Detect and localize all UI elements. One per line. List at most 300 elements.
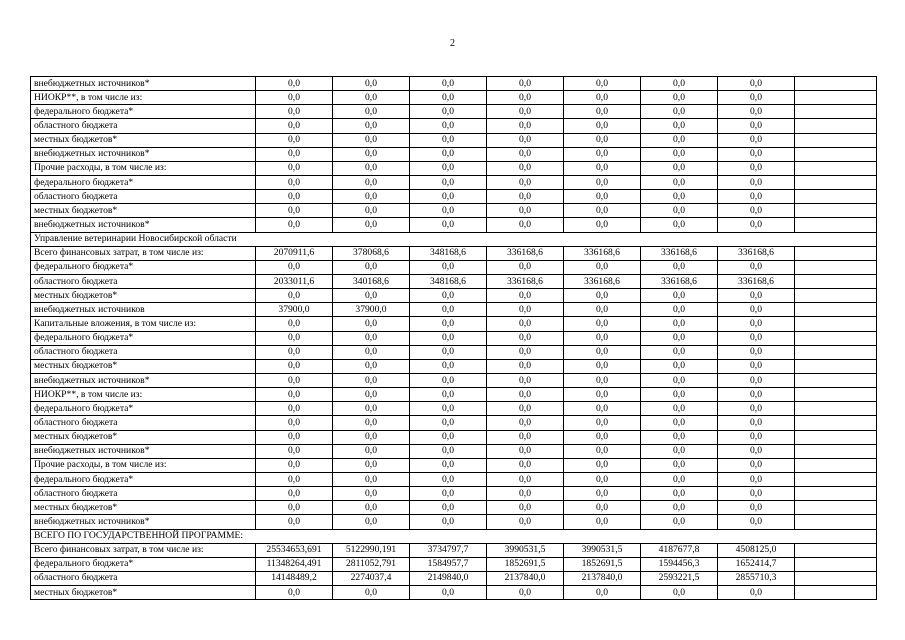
value-cell: 0,0 <box>641 458 718 472</box>
value-cell: 3734797,7 <box>410 543 487 557</box>
value-cell: 0,0 <box>718 345 795 359</box>
value-cell: 0,0 <box>256 218 333 232</box>
value-cell: 0,0 <box>256 345 333 359</box>
value-cell: 0,0 <box>256 317 333 331</box>
value-cell: 0,0 <box>564 359 641 373</box>
value-cell: 0,0 <box>641 175 718 189</box>
value-cell: 0,0 <box>256 402 333 416</box>
table-row <box>31 472 877 486</box>
value-cell: 0,0 <box>256 77 333 91</box>
row-label: Капитальные вложения, в том числе из: <box>31 317 256 331</box>
section-heading: ВСЕГО ПО ГОСУДАРСТВЕННОЙ ПРОГРАММЕ: <box>31 529 877 543</box>
table-row <box>31 345 877 359</box>
value-cell: 0,0 <box>256 331 333 345</box>
value-cell: 3990531,5 <box>564 543 641 557</box>
note-cell <box>795 543 877 557</box>
value-cell: 0,0 <box>333 388 410 402</box>
row-label: внебюджетных источников* <box>31 77 256 91</box>
value-cell: 0,0 <box>564 472 641 486</box>
value-cell: 2149840,0 <box>410 571 487 585</box>
value-cell: 0,0 <box>410 218 487 232</box>
value-cell: 0,0 <box>487 317 564 331</box>
value-cell: 336168,6 <box>718 246 795 260</box>
value-cell: 0,0 <box>487 133 564 147</box>
note-cell <box>795 175 877 189</box>
table-row <box>31 373 877 387</box>
table-row <box>31 161 877 175</box>
table-row <box>31 133 877 147</box>
table-row <box>31 444 877 458</box>
value-cell: 0,0 <box>564 204 641 218</box>
row-label: местных бюджетов* <box>31 586 256 600</box>
value-cell: 0,0 <box>487 175 564 189</box>
value-cell: 0,0 <box>256 175 333 189</box>
value-cell: 0,0 <box>564 190 641 204</box>
note-cell <box>795 373 877 387</box>
value-cell: 0,0 <box>256 458 333 472</box>
row-label: федерального бюджета* <box>31 175 256 189</box>
value-cell: 0,0 <box>410 373 487 387</box>
row-label: внебюджетных источников* <box>31 373 256 387</box>
value-cell: 0,0 <box>718 586 795 600</box>
value-cell: 0,0 <box>410 119 487 133</box>
row-label: местных бюджетов* <box>31 501 256 515</box>
row-label: Всего финансовых затрат, в том числе из: <box>31 246 256 260</box>
table-row <box>31 402 877 416</box>
value-cell: 0,0 <box>256 133 333 147</box>
row-label: внебюджетных источников <box>31 303 256 317</box>
value-cell: 0,0 <box>333 331 410 345</box>
value-cell: 0,0 <box>718 444 795 458</box>
value-cell: 0,0 <box>410 317 487 331</box>
value-cell: 0,0 <box>333 119 410 133</box>
value-cell: 0,0 <box>333 317 410 331</box>
value-cell: 2137840,0 <box>487 571 564 585</box>
value-cell: 0,0 <box>256 204 333 218</box>
value-cell: 0,0 <box>641 430 718 444</box>
value-cell: 0,0 <box>256 190 333 204</box>
row-label: федерального бюджета* <box>31 402 256 416</box>
value-cell: 2137840,0 <box>564 571 641 585</box>
value-cell: 0,0 <box>641 487 718 501</box>
value-cell: 0,0 <box>718 119 795 133</box>
value-cell: 0,0 <box>718 416 795 430</box>
value-cell: 0,0 <box>718 515 795 529</box>
value-cell: 0,0 <box>641 416 718 430</box>
value-cell: 0,0 <box>256 147 333 161</box>
value-cell: 0,0 <box>718 91 795 105</box>
value-cell: 2033011,6 <box>256 274 333 288</box>
value-cell: 0,0 <box>564 331 641 345</box>
value-cell: 4508125,0 <box>718 543 795 557</box>
value-cell: 0,0 <box>641 501 718 515</box>
note-cell <box>795 586 877 600</box>
value-cell: 0,0 <box>487 373 564 387</box>
note-cell <box>795 317 877 331</box>
row-label: областного бюджета <box>31 571 256 585</box>
value-cell: 0,0 <box>410 402 487 416</box>
value-cell: 0,0 <box>641 303 718 317</box>
table-row <box>31 190 877 204</box>
value-cell: 0,0 <box>256 586 333 600</box>
value-cell: 0,0 <box>333 515 410 529</box>
value-cell: 0,0 <box>487 289 564 303</box>
note-cell <box>795 147 877 161</box>
value-cell: 0,0 <box>410 161 487 175</box>
value-cell: 0,0 <box>333 260 410 274</box>
value-cell: 0,0 <box>333 175 410 189</box>
value-cell: 0,0 <box>487 444 564 458</box>
table-row <box>31 458 877 472</box>
note-cell <box>795 416 877 430</box>
value-cell: 0,0 <box>333 430 410 444</box>
value-cell: 0,0 <box>487 345 564 359</box>
page-number: 2 <box>450 38 455 49</box>
value-cell: 0,0 <box>718 105 795 119</box>
value-cell: 0,0 <box>410 345 487 359</box>
value-cell: 0,0 <box>487 430 564 444</box>
value-cell: 0,0 <box>641 345 718 359</box>
value-cell: 0,0 <box>641 388 718 402</box>
table-row <box>31 77 877 91</box>
value-cell: 0,0 <box>410 204 487 218</box>
value-cell: 0,0 <box>410 416 487 430</box>
table-row <box>31 260 877 274</box>
value-cell: 0,0 <box>718 317 795 331</box>
value-cell: 0,0 <box>718 190 795 204</box>
value-cell: 0,0 <box>487 416 564 430</box>
value-cell: 0,0 <box>718 487 795 501</box>
value-cell: 0,0 <box>256 105 333 119</box>
note-cell <box>795 458 877 472</box>
value-cell: 0,0 <box>641 218 718 232</box>
value-cell: 348168,6 <box>410 274 487 288</box>
value-cell: 0,0 <box>718 472 795 486</box>
value-cell: 0,0 <box>487 190 564 204</box>
value-cell: 0,0 <box>718 359 795 373</box>
value-cell: 0,0 <box>410 388 487 402</box>
row-label: областного бюджета <box>31 487 256 501</box>
value-cell: 0,0 <box>641 119 718 133</box>
value-cell: 0,0 <box>256 515 333 529</box>
value-cell: 0,0 <box>718 147 795 161</box>
table-row <box>31 246 877 260</box>
table-row <box>31 204 877 218</box>
value-cell: 0,0 <box>410 175 487 189</box>
value-cell: 0,0 <box>256 430 333 444</box>
value-cell: 0,0 <box>564 388 641 402</box>
value-cell: 0,0 <box>564 444 641 458</box>
value-cell: 0,0 <box>256 501 333 515</box>
value-cell: 0,0 <box>487 218 564 232</box>
value-cell: 0,0 <box>256 373 333 387</box>
value-cell: 0,0 <box>564 175 641 189</box>
value-cell: 0,0 <box>410 359 487 373</box>
value-cell: 0,0 <box>333 359 410 373</box>
table-row <box>31 515 877 529</box>
value-cell: 0,0 <box>641 147 718 161</box>
value-cell: 0,0 <box>564 430 641 444</box>
value-cell: 0,0 <box>641 289 718 303</box>
value-cell: 0,0 <box>641 260 718 274</box>
value-cell: 11348264,491 <box>256 557 333 571</box>
value-cell: 0,0 <box>487 91 564 105</box>
note-cell <box>795 430 877 444</box>
row-label: Всего финансовых затрат, в том числе из: <box>31 543 256 557</box>
value-cell: 1584957,7 <box>410 557 487 571</box>
value-cell: 37900,0 <box>256 303 333 317</box>
value-cell: 0,0 <box>333 105 410 119</box>
value-cell: 0,0 <box>641 317 718 331</box>
note-cell <box>795 105 877 119</box>
value-cell: 0,0 <box>564 515 641 529</box>
value-cell: 336168,6 <box>641 246 718 260</box>
value-cell: 4187677,8 <box>641 543 718 557</box>
table-row <box>31 543 877 557</box>
value-cell: 0,0 <box>410 586 487 600</box>
value-cell: 0,0 <box>641 402 718 416</box>
row-label: местных бюджетов* <box>31 430 256 444</box>
value-cell: 0,0 <box>333 77 410 91</box>
value-cell: 0,0 <box>564 147 641 161</box>
value-cell: 1594456,3 <box>641 557 718 571</box>
value-cell: 0,0 <box>641 373 718 387</box>
value-cell: 0,0 <box>487 359 564 373</box>
table-row <box>31 119 877 133</box>
value-cell: 0,0 <box>718 458 795 472</box>
note-cell <box>795 515 877 529</box>
value-cell: 0,0 <box>564 303 641 317</box>
value-cell: 336168,6 <box>641 274 718 288</box>
row-label: НИОКР**, в том числе из: <box>31 91 256 105</box>
row-label: внебюджетных источников* <box>31 444 256 458</box>
value-cell: 0,0 <box>487 204 564 218</box>
value-cell: 0,0 <box>718 175 795 189</box>
note-cell <box>795 274 877 288</box>
value-cell: 0,0 <box>487 458 564 472</box>
value-cell: 0,0 <box>564 501 641 515</box>
note-cell <box>795 501 877 515</box>
value-cell: 0,0 <box>333 373 410 387</box>
section-row <box>31 529 877 543</box>
table-row <box>31 289 877 303</box>
row-label: областного бюджета <box>31 345 256 359</box>
value-cell: 0,0 <box>333 472 410 486</box>
table-row <box>31 388 877 402</box>
note-cell <box>795 402 877 416</box>
value-cell: 0,0 <box>256 444 333 458</box>
value-cell: 25534653,691 <box>256 543 333 557</box>
value-cell: 0,0 <box>410 77 487 91</box>
value-cell: 3990531,5 <box>487 543 564 557</box>
value-cell: 1652414,7 <box>718 557 795 571</box>
row-label: федерального бюджета* <box>31 557 256 571</box>
budget-table-body <box>31 77 877 600</box>
value-cell: 0,0 <box>718 77 795 91</box>
value-cell: 0,0 <box>333 161 410 175</box>
value-cell: 0,0 <box>718 501 795 515</box>
value-cell: 0,0 <box>333 444 410 458</box>
value-cell: 0,0 <box>333 501 410 515</box>
value-cell: 0,0 <box>718 388 795 402</box>
value-cell: 0,0 <box>410 147 487 161</box>
value-cell: 0,0 <box>718 133 795 147</box>
value-cell: 0,0 <box>256 119 333 133</box>
value-cell: 0,0 <box>718 331 795 345</box>
value-cell: 0,0 <box>333 204 410 218</box>
row-label: внебюджетных источников* <box>31 218 256 232</box>
note-cell <box>795 303 877 317</box>
value-cell: 0,0 <box>256 260 333 274</box>
table-row <box>31 501 877 515</box>
value-cell: 0,0 <box>410 501 487 515</box>
value-cell: 0,0 <box>410 472 487 486</box>
row-label: федерального бюджета* <box>31 260 256 274</box>
value-cell: 0,0 <box>718 289 795 303</box>
value-cell: 2811052,791 <box>333 557 410 571</box>
value-cell: 0,0 <box>487 388 564 402</box>
note-cell <box>795 77 877 91</box>
budget-table <box>30 76 877 600</box>
table-row <box>31 105 877 119</box>
value-cell: 14148489,2 <box>256 571 333 585</box>
value-cell: 0,0 <box>410 133 487 147</box>
value-cell: 0,0 <box>487 147 564 161</box>
value-cell: 0,0 <box>256 289 333 303</box>
value-cell: 0,0 <box>718 303 795 317</box>
value-cell: 0,0 <box>333 586 410 600</box>
value-cell: 0,0 <box>410 331 487 345</box>
value-cell: 0,0 <box>487 472 564 486</box>
value-cell: 0,0 <box>718 161 795 175</box>
value-cell: 0,0 <box>564 586 641 600</box>
value-cell: 0,0 <box>256 161 333 175</box>
value-cell: 0,0 <box>641 359 718 373</box>
table-row <box>31 571 877 585</box>
note-cell <box>795 487 877 501</box>
row-label: областного бюджета <box>31 119 256 133</box>
value-cell: 0,0 <box>487 105 564 119</box>
value-cell: 378068,6 <box>333 246 410 260</box>
note-cell <box>795 161 877 175</box>
row-label: Прочие расходы, в том числе из: <box>31 161 256 175</box>
table-row <box>31 557 877 571</box>
row-label: федерального бюджета* <box>31 331 256 345</box>
value-cell: 0,0 <box>564 161 641 175</box>
value-cell: 1852691,5 <box>564 557 641 571</box>
value-cell: 336168,6 <box>564 246 641 260</box>
value-cell: 0,0 <box>564 133 641 147</box>
value-cell: 0,0 <box>641 105 718 119</box>
table-row <box>31 487 877 501</box>
section-row <box>31 232 877 246</box>
value-cell: 0,0 <box>641 472 718 486</box>
value-cell: 340168,6 <box>333 274 410 288</box>
note-cell <box>795 345 877 359</box>
note-cell <box>795 444 877 458</box>
row-label: внебюджетных источников* <box>31 147 256 161</box>
value-cell: 0,0 <box>333 133 410 147</box>
value-cell: 0,0 <box>718 218 795 232</box>
value-cell: 0,0 <box>256 91 333 105</box>
note-cell <box>795 557 877 571</box>
value-cell: 0,0 <box>333 458 410 472</box>
value-cell: 0,0 <box>641 515 718 529</box>
value-cell: 2274037,4 <box>333 571 410 585</box>
table-row <box>31 303 877 317</box>
row-label: местных бюджетов* <box>31 204 256 218</box>
note-cell <box>795 133 877 147</box>
table-row <box>31 586 877 600</box>
value-cell: 0,0 <box>410 190 487 204</box>
table-row <box>31 331 877 345</box>
value-cell: 0,0 <box>564 77 641 91</box>
row-label: областного бюджета <box>31 190 256 204</box>
value-cell: 0,0 <box>410 105 487 119</box>
value-cell: 336168,6 <box>487 246 564 260</box>
value-cell: 0,0 <box>487 77 564 91</box>
value-cell: 0,0 <box>641 331 718 345</box>
note-cell <box>795 388 877 402</box>
table-row <box>31 430 877 444</box>
note-cell <box>795 331 877 345</box>
value-cell: 0,0 <box>487 586 564 600</box>
value-cell: 0,0 <box>410 444 487 458</box>
value-cell: 336168,6 <box>718 274 795 288</box>
value-cell: 348168,6 <box>410 246 487 260</box>
value-cell: 0,0 <box>410 289 487 303</box>
value-cell: 0,0 <box>641 190 718 204</box>
value-cell: 0,0 <box>487 501 564 515</box>
value-cell: 0,0 <box>641 133 718 147</box>
note-cell <box>795 260 877 274</box>
value-cell: 0,0 <box>641 161 718 175</box>
value-cell: 0,0 <box>718 373 795 387</box>
note-cell <box>795 119 877 133</box>
table-row <box>31 147 877 161</box>
value-cell: 0,0 <box>410 515 487 529</box>
row-label: местных бюджетов* <box>31 289 256 303</box>
note-cell <box>795 571 877 585</box>
value-cell: 0,0 <box>333 91 410 105</box>
value-cell: 0,0 <box>333 487 410 501</box>
value-cell: 0,0 <box>487 515 564 529</box>
value-cell: 0,0 <box>487 331 564 345</box>
value-cell: 0,0 <box>487 161 564 175</box>
value-cell: 336168,6 <box>487 274 564 288</box>
row-label: федерального бюджета* <box>31 105 256 119</box>
note-cell <box>795 204 877 218</box>
value-cell: 0,0 <box>333 345 410 359</box>
value-cell: 0,0 <box>564 218 641 232</box>
value-cell: 0,0 <box>487 487 564 501</box>
value-cell: 336168,6 <box>564 274 641 288</box>
value-cell: 0,0 <box>564 416 641 430</box>
value-cell: 0,0 <box>564 402 641 416</box>
value-cell: 0,0 <box>564 260 641 274</box>
row-label: федерального бюджета* <box>31 472 256 486</box>
value-cell: 0,0 <box>333 416 410 430</box>
note-cell <box>795 218 877 232</box>
row-label: внебюджетных источников* <box>31 515 256 529</box>
value-cell: 0,0 <box>564 91 641 105</box>
value-cell: 0,0 <box>256 388 333 402</box>
value-cell: 0,0 <box>487 119 564 133</box>
value-cell: 0,0 <box>410 487 487 501</box>
value-cell: 2593221,5 <box>641 571 718 585</box>
value-cell: 0,0 <box>256 416 333 430</box>
value-cell: 0,0 <box>641 586 718 600</box>
